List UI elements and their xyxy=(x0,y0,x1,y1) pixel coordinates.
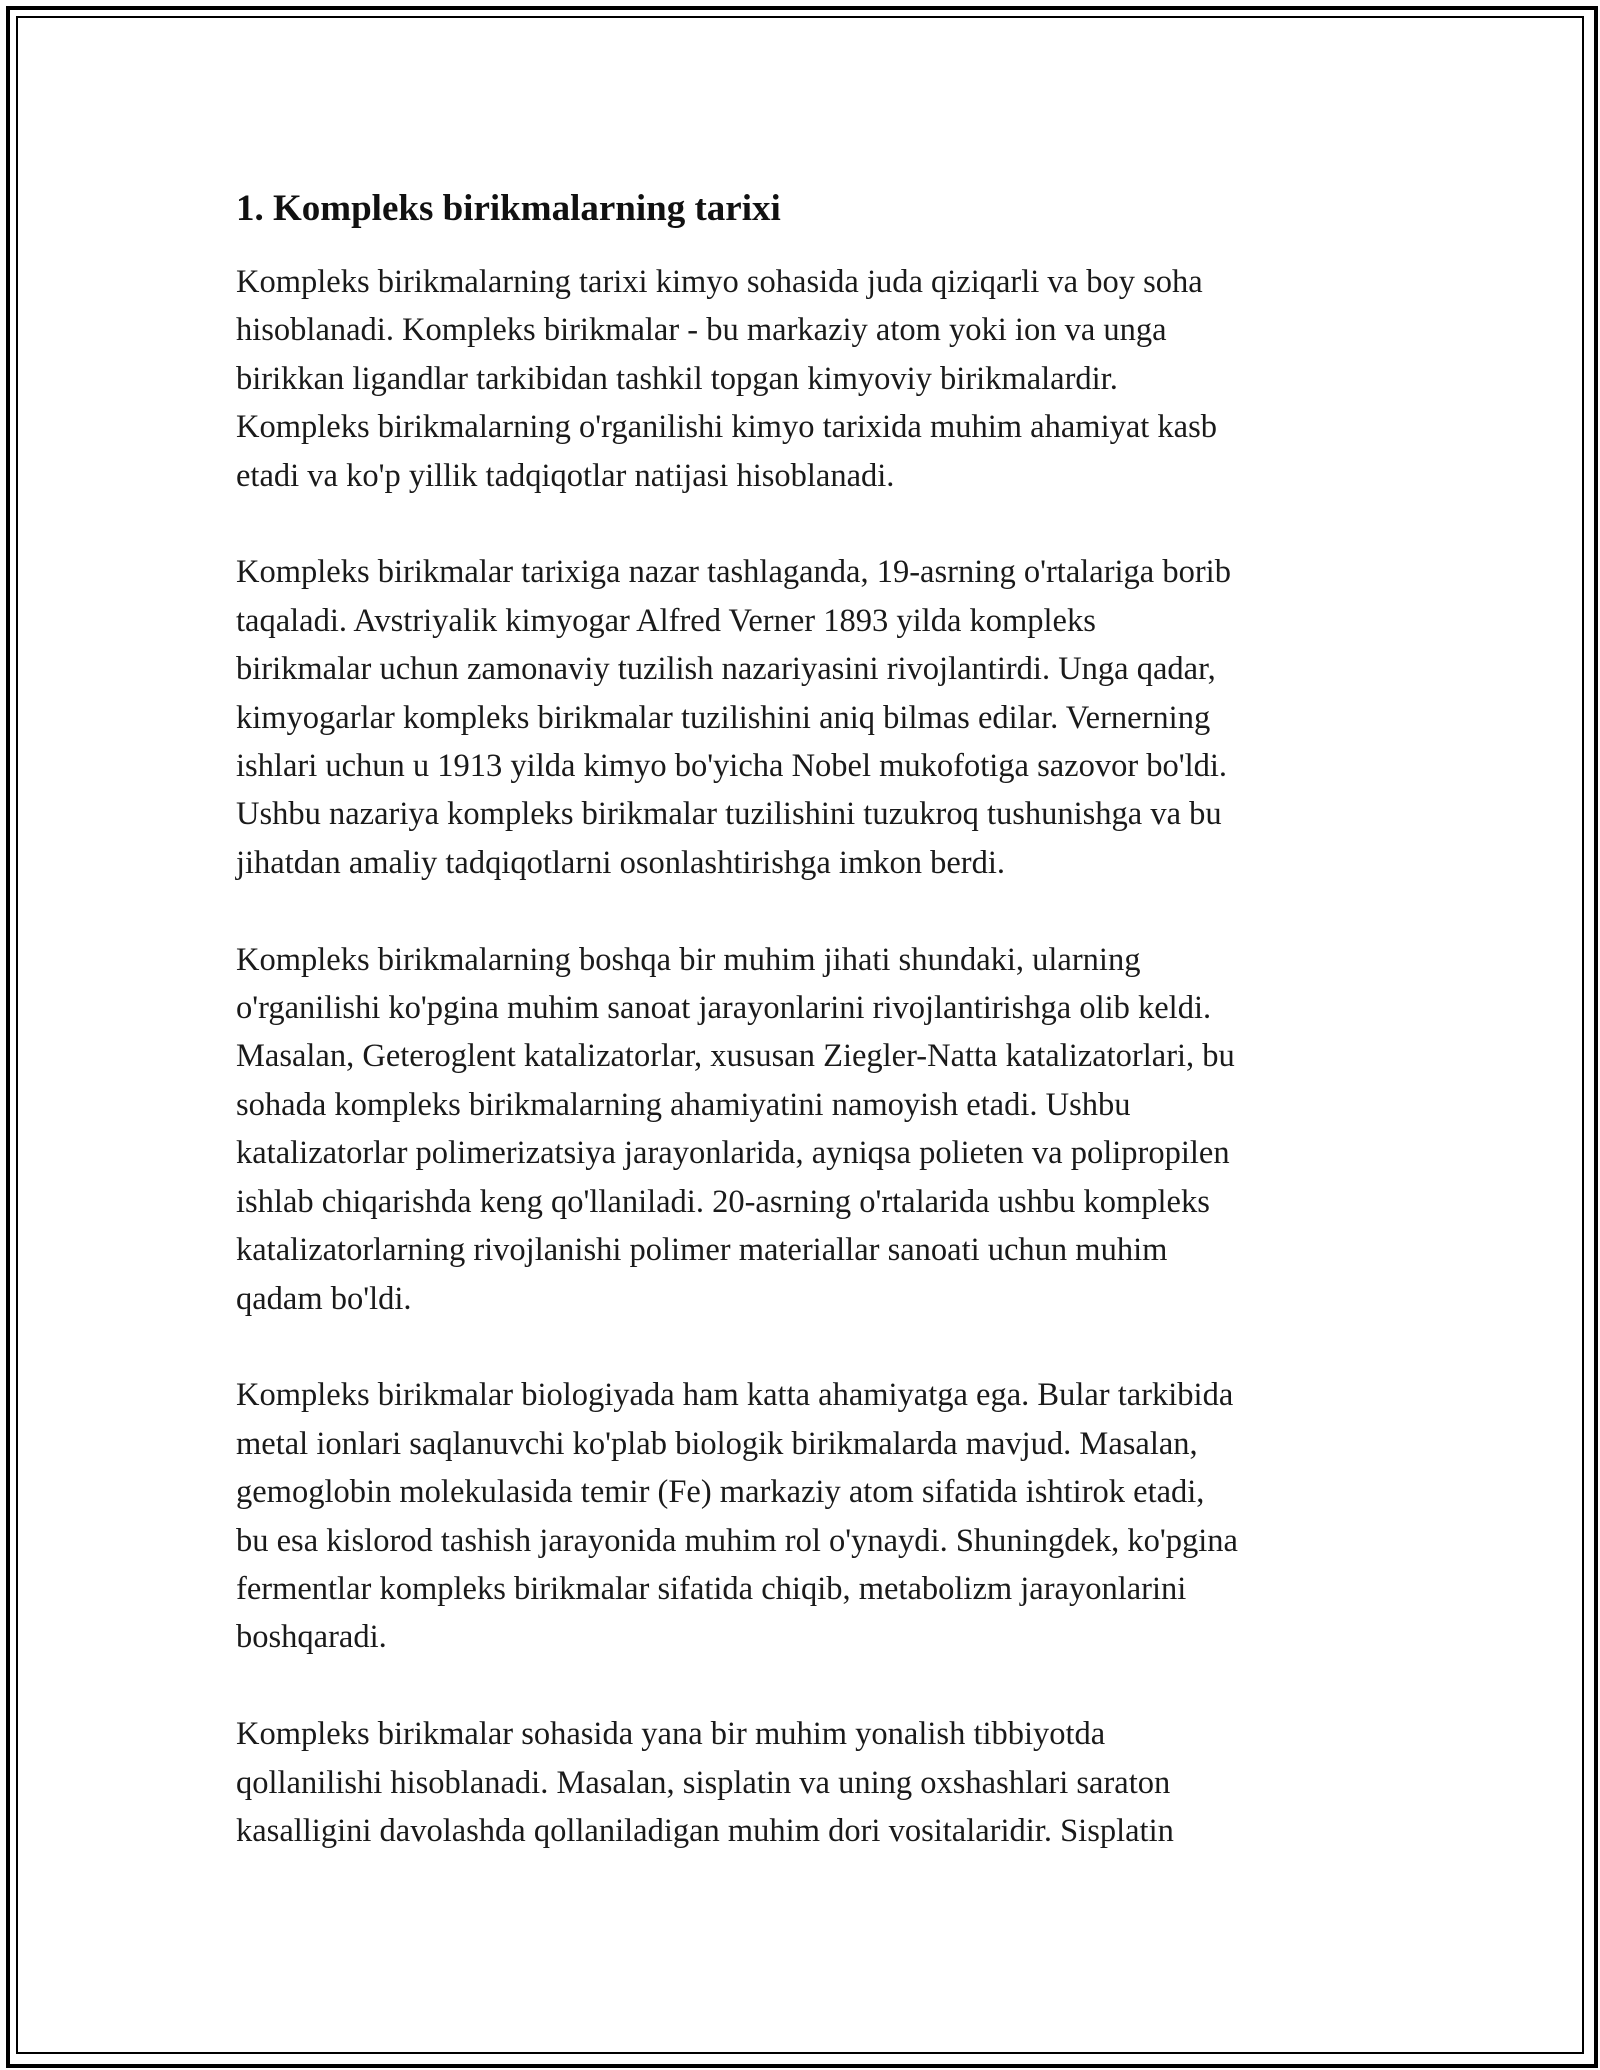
paragraph-4 xyxy=(236,1371,1386,1661)
paragraph-2 xyxy=(236,548,1386,887)
paragraph-line: Ushbu nazariya kompleks birikmalar tuzilishini tuzukroq tushunishga va bu xyxy=(236,796,1222,833)
paragraph-line: birikkan ligandlar tarkibidan tashkil topgan kimyoviy birikmalardir. xyxy=(236,360,1118,397)
paragraph-line: Kompleks birikmalarning tarixi kimyo sohasida juda qiziqarli va boy soha xyxy=(236,264,1203,300)
paragraph-line: kimyogarlar kompleks birikmalar tuzilishini aniq bilmas edilar. Vernerning xyxy=(236,699,1211,736)
paragraph-line: boshqaradi. xyxy=(236,1619,387,1656)
paragraph-line: bu esa kislorod tashish jarayonida muhim rol o'ynaydi. Shuningdek, ko'pgina xyxy=(236,1522,1238,1559)
paragraph-line: katalizatorlarning rivojlanishi polimer materiallar sanoati uchun muhim xyxy=(236,1232,1168,1269)
paragraph-line: ishlab chiqarishda keng qo'llaniladi. 20-asrning o'rtalarida ushbu kompleks xyxy=(236,1183,1210,1220)
paragraph-line: o'rganilishi ko'pgina muhim sanoat jarayonlarini rivojlantirishga olib keldi. xyxy=(236,990,1212,1027)
paragraph-line: ishlari uchun u 1913 yilda kimyo bo'yicha Nobel mukofotiga sazovor bo'ldi. xyxy=(236,748,1228,785)
paragraph-line: metal ionlari saqlanuvchi ko'plab biologik birikmalarda mavjud. Masalan, xyxy=(236,1425,1198,1462)
paragraph-line: jihatdan amaliy tadqiqotlarni osonlashtirishga imkon berdi. xyxy=(236,844,1006,881)
paragraph-1 xyxy=(236,258,1386,500)
section-heading: 1. Kompleks birikmalarning tarixi xyxy=(236,188,781,229)
paragraph-3 xyxy=(236,936,1386,1323)
paragraph-line: qadam bo'ldi. xyxy=(236,1280,412,1317)
paragraph-line: Kompleks birikmalar tarixiga nazar tashlaganda, 19-asrning o'rtalariga borib xyxy=(236,554,1231,591)
paragraph-line: Kompleks birikmalar sohasida yana bir muhim yonalish tibbiyotda xyxy=(236,1716,1106,1753)
paragraph-line: gemoglobin molekulasida temir (Fe) markaziy atom sifatida ishtirok etadi, xyxy=(236,1474,1205,1511)
paragraph-line: Kompleks birikmalar biologiyada ham katta ahamiyatga ega. Bular tarkibida xyxy=(236,1377,1234,1414)
paragraph-line: katalizatorlar polimerizatsiya jarayonlarida, ayniqsa polieten va polipropilen xyxy=(236,1135,1230,1172)
paragraph-line: kasalligini davolashda qollaniladigan muhim dori vositalaridir. Sisplatin xyxy=(236,1812,1174,1849)
paragraph-line: Kompleks birikmalarning o'rganilishi kimyo tarixida muhim ahamiyat kasb xyxy=(236,409,1217,446)
paragraph-line: taqaladi. Avstriyalik kimyogar Alfred Verner 1893 yilda kompleks xyxy=(236,602,1096,639)
paragraph-line: etadi va ko'p yillik tadqiqotlar natijasi hisoblanadi. xyxy=(236,457,895,494)
paragraph-5 xyxy=(236,1710,1386,1855)
paragraph-line: Kompleks birikmalarning boshqa bir muhim jihati shundaki, ularning xyxy=(236,941,1141,978)
paragraph-line: birikmalar uchun zamonaviy tuzilish nazariyasini rivojlantirdi. Unga qadar, xyxy=(236,651,1216,688)
paragraph-line: qollanilishi hisoblanadi. Masalan, sisplatin va uning oxshashlari saraton xyxy=(236,1764,1171,1801)
document-body xyxy=(236,185,1386,1904)
paragraph-line: fermentlar kompleks birikmalar sifatida chiqib, metabolizm jarayonlarini xyxy=(236,1570,1187,1607)
paragraph-line: hisoblanadi. Kompleks birikmalar - bu markaziy atom yoki ion va unga xyxy=(236,312,1167,349)
paragraph-line: Masalan, Geteroglent katalizatorlar, xususan Ziegler-Natta katalizatorlari, bu xyxy=(236,1038,1235,1075)
paragraph-line: sohada kompleks birikmalarning ahamiyatini namoyish etadi. Ushbu xyxy=(236,1086,1131,1123)
